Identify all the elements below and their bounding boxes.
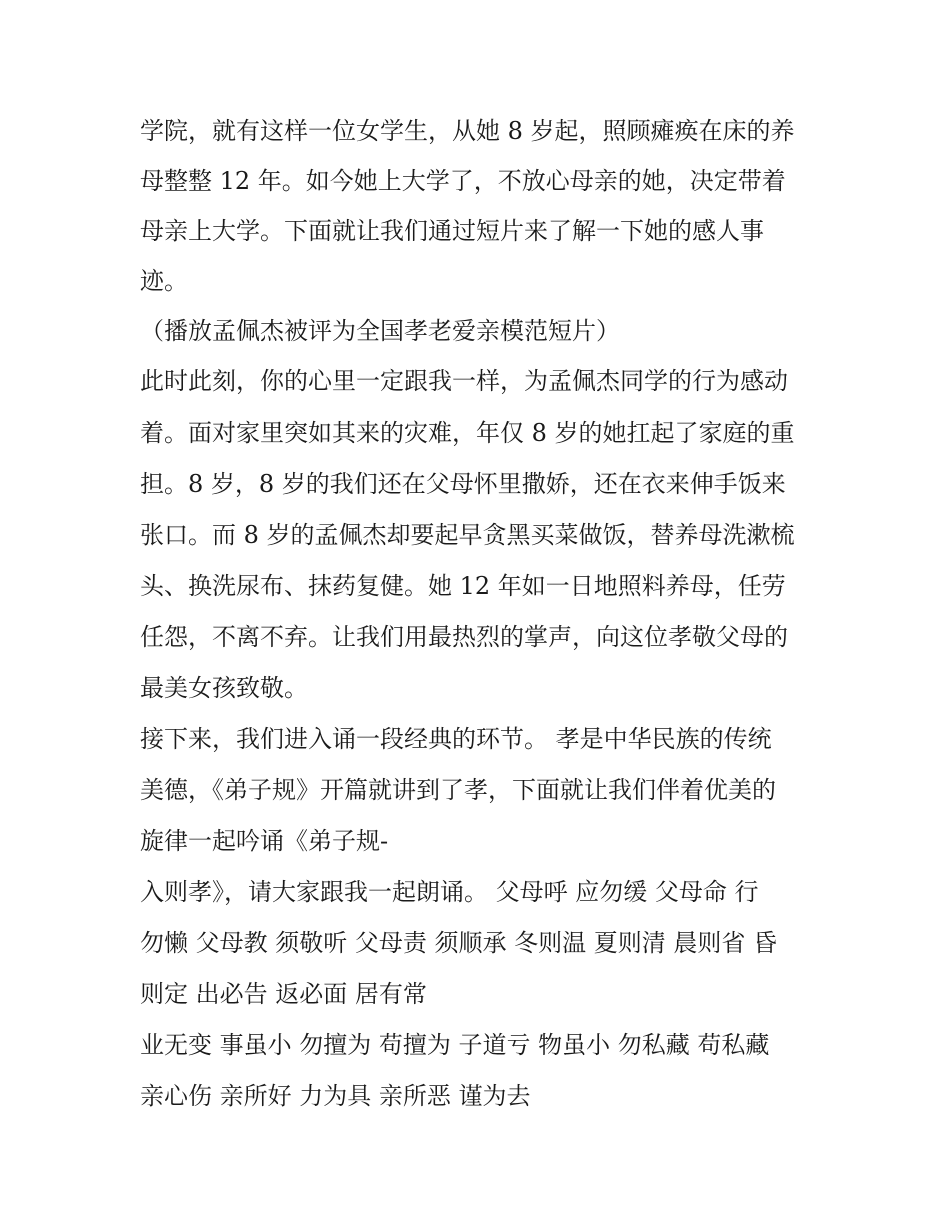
text-line-14: 美德，《弟子规》开篇就讲到了孝，下面就让我们伴着优美的 <box>140 776 776 804</box>
text-line-11: 任怨，不离不弃。让我们用最热烈的掌声，向这位孝敬父母的 <box>140 623 788 651</box>
text-line-6: 此时此刻，你的心里一定跟我一样，为孟佩杰同学的行为感动 <box>140 367 788 395</box>
text-line-19: 业无变 事虽小 勿擅为 苟擅为 子道亏 物虽小 勿私藏 苟私藏 <box>140 1031 770 1059</box>
text-line-20: 亲心伤 亲所好 力为具 亲所恶 谨为去 <box>140 1082 531 1110</box>
text-line-18: 则定 出必告 返必面 居有常 <box>140 980 427 1008</box>
text-line-7: 着。面对家里突如其来的灾难，年仅 8 岁的她扛起了家庭的重 <box>140 419 795 447</box>
text-line-4: 迹。 <box>140 267 188 295</box>
text-line-5: （播放孟佩杰被评为全国孝老爱亲模范短片） <box>140 317 620 345</box>
text-line-2: 母整整 12 年。如今她上大学了，不放心母亲的她，决定带着 <box>140 167 786 195</box>
text-line-1: 学院，就有这样一位女学生，从她 8 岁起，照顾瘫痪在床的养 <box>140 117 795 145</box>
text-line-13: 接下来，我们进入诵一段经典的环节。 孝是中华民族的传统 <box>140 725 772 753</box>
text-line-15: 旋律一起吟诵《弟子规- <box>140 827 389 855</box>
text-line-9: 张口。而 8 岁的孟佩杰却要起早贪黑买菜做饭，替养母洗漱梳 <box>140 521 795 549</box>
text-line-8: 担。8 岁，8 岁的我们还在父母怀里撒娇，还在衣来伸手饭来 <box>140 470 786 498</box>
text-line-3: 母亲上大学。下面就让我们通过短片来了解一下她的感人事 <box>140 217 764 245</box>
text-line-10: 头、换洗尿布、抹药复健。她 12 年如一日地照料养母，任劳 <box>140 572 786 600</box>
text-line-16: 入则孝》，请大家跟我一起朗诵。 父母呼 应勿缓 父母命 行 <box>140 878 759 906</box>
text-line-17: 勿懒 父母教 须敬听 父母责 须顺承 冬则温 夏则清 晨则省 昏 <box>140 929 778 957</box>
text-line-12: 最美女孩致敬。 <box>140 674 308 702</box>
